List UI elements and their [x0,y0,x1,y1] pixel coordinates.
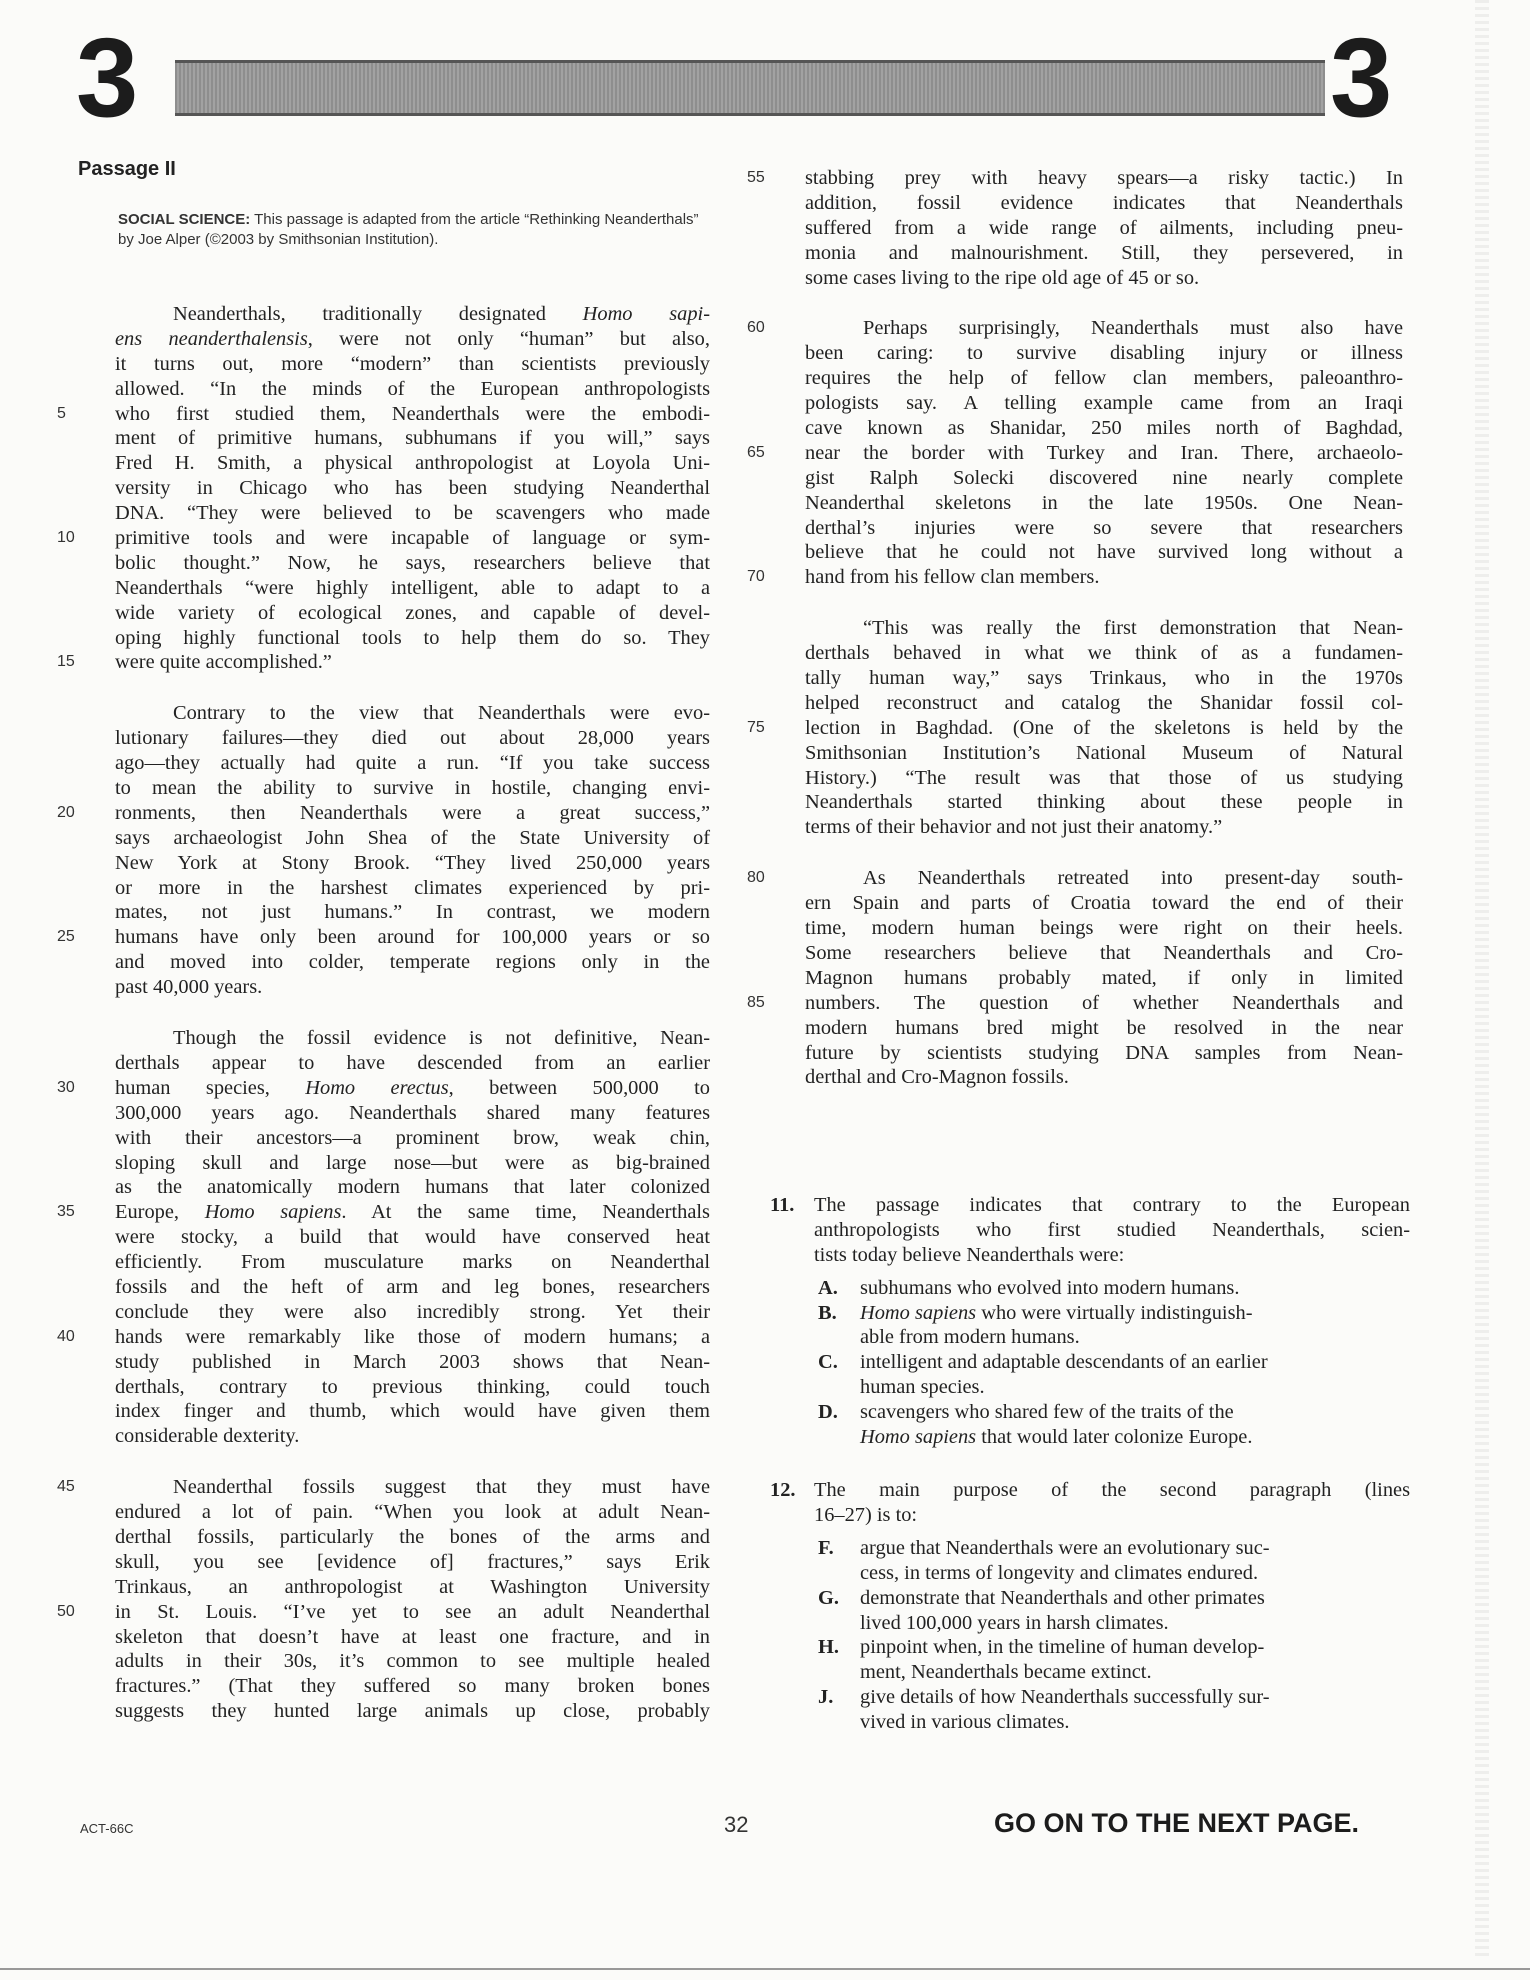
line-text: as the anatomically modern humans that later colonized [115,1176,710,1199]
line-number: 50 [57,1602,75,1620]
line-text: Though the fossil evidence is not definitive, Nean- [173,1027,710,1050]
form-code: ACT-66C [80,1821,134,1836]
passage-line [805,966,1403,991]
line-text: derthals appear to have descended from an earlier [115,1051,710,1074]
passage-paragraph [747,616,1403,840]
line-text: tally human way,” says Trinkaus, who in the 1970s [805,667,1403,690]
answer-option-text: human species. [860,1376,985,1399]
line-text: “This was really the first demonstration that Nean- [863,617,1403,640]
line-text: derthal’s injuries were so severe that researchers [805,516,1403,539]
line-text: future by scientists studying DNA samples from Nean- [805,1041,1403,1064]
passage-paragraph [57,302,710,675]
passage-line [57,1076,711,1101]
passage-line [115,900,710,925]
answer-options [770,1536,1410,1735]
line-text: time, modern human beings were right on their heels. [805,917,1403,940]
answer-options [770,1276,1410,1450]
answer-option-letter: B. [818,1301,837,1324]
passage-line [805,766,1403,791]
line-text: Neanderthals started thinking about these people in [805,791,1403,814]
passage-paragraph [57,1026,711,1449]
passage-line [57,526,710,551]
line-number: 55 [747,169,765,186]
passage-line [57,650,710,675]
line-number: 5 [57,404,66,422]
line-text: modern humans bred might be resolved in the near [805,1016,1403,1039]
passage-line [115,1424,710,1449]
passage-line [115,1625,710,1650]
line-text: derthals, contrary to previous thinking, could touch [115,1375,710,1398]
line-text: gist Ralph Solecki discovered nine nearly complete [805,466,1403,489]
line-text: skeleton that doesn’t have at least one fracture, and in [115,1625,710,1648]
line-text: terms of their behavior and not just their anatomy.” [805,816,1223,839]
line-text: ronments, then Neanderthals were a great success,” [115,801,710,824]
line-number: 40 [57,1327,75,1345]
answer-option-text: cess, in terms of longevity and climates endured. [860,1561,1259,1584]
section-number-left: 3 [76,15,139,140]
passage-line [805,266,1403,291]
line-text: Magnon humans probably mated, if only in limited [805,966,1403,989]
passage-line [57,1325,710,1350]
passage-line [805,540,1403,565]
line-number: 25 [57,928,75,946]
answer-option-text: argue that Neanderthals were an evolutionary suc- [860,1536,1270,1559]
line-text: ern Spain and parts of Croatia toward the end of their [805,892,1403,915]
answer-option-letter: H. [818,1636,839,1659]
answer-option-text: subhumans who evolved into modern humans. [860,1276,1240,1299]
line-text: addition, fossil evidence indicates that Neanderthals [805,191,1403,214]
line-text: sloping skull and large nose—but were as big-brained [115,1151,710,1174]
passage-line [115,426,710,451]
passage-line [115,950,710,975]
answer-option-text: demonstrate that Neanderthals and other primates [860,1586,1265,1609]
line-text: 300,000 years ago. Neanderthals shared many features [115,1101,710,1124]
passage-line [805,790,1403,815]
passage-line [747,565,1403,590]
passage-line [115,1101,710,1126]
passage-line [57,1475,710,1500]
line-number: 85 [747,993,765,1011]
passage-line [805,815,1403,840]
line-text: wide variety of ecological zones, and capable of devel- [115,601,710,624]
passage-line [115,1674,710,1699]
line-text: to mean the ability to survive in hostile, changing envi- [115,777,710,800]
passage-line [115,1550,710,1575]
question-stem-line: 16–27) is to: [814,1503,918,1526]
passage-line [805,241,1403,266]
passage-line [805,216,1403,241]
answer-option-letter: G. [818,1586,839,1609]
line-text: Fred H. Smith, a physical anthropologist at Loyola Uni- [115,452,710,475]
question-item [770,1193,1410,1450]
line-text: derthal and Cro-Magnon fossils. [805,1066,1069,1089]
passage-line [747,866,1403,891]
line-number: 15 [57,653,75,671]
line-text: numbers. The question of whether Neanderthals and [805,991,1403,1014]
passage-intro [118,210,713,250]
passage-line [115,601,710,626]
line-text: derthals behaved in what we think of as a fundamen- [805,642,1403,665]
answer-option[interactable] [814,1350,1410,1400]
line-text: Smithsonian Institution’s National Museum of Natural [805,741,1403,764]
line-text: Neanderthal fossils suggest that they must have [173,1476,710,1499]
answer-option[interactable] [814,1301,1410,1351]
answer-option-text: ment, Neanderthals became extinct. [860,1661,1152,1684]
line-text: were stocky, a build that would have conserved heat [115,1226,710,1249]
answer-option-letter: F. [818,1536,834,1559]
line-text: suffered from a wide range of ailments, including pneu- [805,216,1403,239]
passage-line [805,741,1403,766]
passage-line [115,1575,710,1600]
line-text: study published in March 2003 shows that Nean- [115,1350,710,1373]
line-text: adults in their 30s, it’s common to see multiple healed [115,1650,710,1673]
line-number: 80 [747,869,765,887]
answer-option-text: give details of how Neanderthals successfully sur- [860,1686,1270,1709]
passage-line [115,776,710,801]
line-text: some cases living to the ripe old age of 45 or so. [805,266,1200,289]
passage-line [115,501,710,526]
passage-line [115,1500,710,1525]
line-text: efficiently. From musculature marks on Neanderthal [115,1251,710,1274]
line-text: past 40,000 years. [115,976,263,999]
line-number: 65 [747,443,765,461]
passage-line [115,726,710,751]
passage-line [805,1016,1403,1041]
line-text: were quite accomplished.” [115,651,332,674]
header-bar [175,60,1325,116]
passage-line [57,1600,710,1625]
passage-line [115,701,710,726]
passage-line [805,341,1403,366]
passage-line [115,975,710,1000]
passage-line [115,1026,710,1051]
line-text: skull, you see [evidence of] fractures,” says Erik [115,1550,710,1573]
line-text: ment of primitive humans, subhumans if you will,” says [115,427,710,450]
passage-line [115,751,710,776]
question-stem [770,1193,1410,1268]
question-number: 12. [770,1479,796,1502]
passage-line [747,166,1403,191]
line-text: lection in Baghdad. (One of the skeletons is held by the [805,716,1403,739]
question-stem-line: The passage indicates that contrary to the European [814,1194,1410,1216]
passage-line [805,666,1403,691]
answer-option-text: vived in various climates. [860,1711,1070,1734]
line-text: human species, Homo erectus, between 500,000 to [115,1076,711,1099]
answer-option-letter: C. [818,1351,838,1374]
line-text: cave known as Shanidar, 250 miles north of Baghdad, [805,417,1403,440]
passage-line [805,366,1403,391]
passage-line [115,1525,710,1550]
question-number: 11. [770,1194,795,1216]
page-bottom-rule [0,1968,1530,1970]
line-text: considerable dexterity. [115,1425,300,1448]
passage-line [115,302,710,327]
line-number: 60 [747,319,765,337]
passage-line [115,876,710,901]
passage-line [115,352,710,377]
line-text: allowed. “In the minds of the European anthropologists [115,377,710,400]
line-text: Europe, Homo sapiens. At the same time, Neanderthals [115,1201,710,1224]
line-text: pologists say. A telling example came from an Iraqi [805,392,1403,415]
line-text: hand from his fellow clan members. [805,566,1100,589]
section-number-right: 3 [1330,15,1393,140]
line-text: Neanderthals, traditionally designated Homo sapi- [173,303,710,325]
passage-line [57,402,710,427]
line-text: believe that he could not have survived long without a [805,541,1403,564]
scan-edge-shadow [1475,0,1489,1960]
line-text: bolic thought.” Now, he says, researchers believe that [115,551,710,574]
line-number: 35 [57,1203,75,1221]
passage-paragraph [747,316,1403,590]
passage-line [115,1275,710,1300]
passage-line [805,416,1403,441]
passage-right-column [747,166,1403,1116]
passage-paragraph [747,166,1403,290]
answer-option-text: scavengers who shared few of the traits of the [860,1401,1234,1424]
answer-option[interactable] [814,1586,1410,1636]
question-list [770,1193,1410,1763]
passage-line [805,616,1403,641]
line-text: Trinkaus, an anthropologist at Washington University [115,1575,710,1598]
line-text: and moved into colder, temperate regions only in the [115,951,710,974]
line-text: near the border with Turkey and Iran. There, archaeolo- [805,441,1403,464]
line-text: in St. Louis. “I’ve yet to see an adult Neanderthal [115,1600,710,1623]
passage-left-column [57,302,711,1750]
answer-option[interactable] [814,1276,1410,1301]
passage-line [805,1041,1403,1066]
passage-line [805,516,1403,541]
next-page-notice: GO ON TO THE NEXT PAGE. [994,1808,1360,1838]
line-text: As Neanderthals retreated into present-day south- [863,867,1403,890]
line-text: derthal fossils, particularly the bones of the arms and [115,1525,710,1548]
line-text: Perhaps surprisingly, Neanderthals must also have [863,317,1403,340]
line-text: lutionary failures—they died out about 28,000 years [115,727,710,750]
passage-line [115,1126,710,1151]
answer-option[interactable] [814,1635,1410,1685]
answer-option-letter: A. [818,1276,838,1299]
line-text: been caring: to survive disabling injury or illness [805,342,1403,365]
line-text: Some researchers believe that Neanderthals and Cro- [805,941,1403,964]
passage-line [805,466,1403,491]
passage-line [115,826,710,851]
passage-line [115,1250,710,1275]
line-text: index finger and thumb, which would have given them [115,1400,710,1423]
page-number: 32 [724,1812,749,1837]
passage-line [805,191,1403,216]
passage-line [747,316,1403,341]
question-stem-line: The main purpose of the second paragraph (lines [814,1479,1410,1502]
line-text: New York at Stony Brook. “They lived 250,000 years [115,851,710,874]
passage-line [747,441,1403,466]
line-text: says archaeologist John Shea of the State University of [115,826,710,849]
passage-line [805,891,1403,916]
answer-option-text: Homo sapiens that would later colonize Europe. [860,1426,1253,1449]
line-text: primitive tools and were incapable of language or sym- [115,527,710,550]
line-text: ago—they actually had quite a run. “If you take success [115,752,710,775]
passage-paragraph [747,866,1403,1090]
line-text: fractures.” (That they suffered so many broken bones [115,1675,710,1698]
line-text: monia and malnourishment. Still, they persevered, in [805,241,1403,264]
passage-line [805,691,1403,716]
passage-line [115,1151,710,1176]
line-text: fossils and the heft of arm and leg bones, researchers [115,1275,710,1298]
line-text: hands were remarkably like those of modern humans; a [115,1325,710,1348]
line-text: helped reconstruct and catalog the Shanidar fossil col- [805,691,1403,714]
passage-line [805,641,1403,666]
line-text: suggests they hunted large animals up close, probably [115,1700,710,1723]
passage-line [57,1200,710,1225]
passage-paragraph [57,1475,710,1724]
question-stem-line: anthropologists who first studied Neanderthals, scien- [814,1218,1410,1241]
line-text: oping highly functional tools to help them do so. They [115,626,710,649]
passage-line [115,327,710,352]
line-text: it turns out, more “modern” than scientists previously [115,352,710,375]
answer-option-text: Homo sapiens who were virtually indistinguish- [860,1301,1253,1324]
answer-option-text: pinpoint when, in the timeline of human develop- [860,1636,1265,1659]
passage-line [805,491,1403,516]
question-item [770,1478,1410,1735]
answer-option-text: able from modern humans. [860,1326,1080,1349]
passage-line [57,801,710,826]
passage-line [115,1350,710,1375]
answer-option[interactable] [814,1536,1410,1586]
passage-line [115,626,710,651]
answer-option-letter: J. [818,1686,834,1709]
intro-text: This passage is adapted from the article “Rethinking Neanderthals” by Joe Alper (©2003 by Smithsonian Institution). [118,211,699,248]
passage-line [115,1699,710,1724]
line-text: ens neanderthalensis, were not only “human” but also, [115,327,710,350]
line-text: DNA. “They were believed to be scavengers who made [115,502,710,525]
line-text: or more in the harshest climates experienced by pri- [115,876,710,899]
answer-option[interactable] [814,1685,1410,1735]
passage-line [747,991,1403,1016]
passage-title: Passage II [78,158,176,180]
line-text: with their ancestors—a prominent brow, weak chin, [115,1126,710,1149]
line-text: Neanderthals “were highly intelligent, able to adapt to a [115,576,710,599]
line-text: requires the help of fellow clan members, paleoanthro- [805,367,1403,390]
passage-line [115,551,710,576]
line-text: who first studied them, Neanderthals were the embodi- [115,402,710,425]
line-number: 10 [57,529,75,547]
passage-line [57,925,710,950]
passage-line [115,1300,710,1325]
question-stem-line: tists today believe Neanderthals were: [814,1243,1125,1266]
passage-line [747,716,1403,741]
line-text: versity in Chicago who has been studying Neanderthal [115,477,710,500]
passage-line [115,1399,710,1424]
line-text: mates, not just humans.” In contrast, we modern [115,901,710,924]
line-text: conclude they were also incredibly strong. Yet their [115,1300,710,1323]
passage-line [805,391,1403,416]
passage-line [115,576,710,601]
answer-option-letter: D. [818,1401,838,1424]
passage-line [115,1649,710,1674]
line-text: endured a lot of pain. “When you look at adult Nean- [115,1501,710,1524]
answer-option[interactable] [814,1400,1410,1450]
passage-line [805,916,1403,941]
line-text: Contrary to the view that Neanderthals were evo- [173,702,710,725]
passage-line [115,476,710,501]
line-text: humans have only been around for 100,000 years or so [115,926,710,949]
question-stem [770,1478,1410,1528]
passage-line [115,1051,710,1076]
line-number: 45 [57,1478,75,1496]
answer-option-text: lived 100,000 years in harsh climates. [860,1611,1169,1634]
passage-line [115,1225,710,1250]
line-number: 75 [747,718,765,736]
line-number: 20 [57,803,75,821]
line-number: 30 [57,1078,75,1096]
passage-line [115,1375,710,1400]
passage-line [115,377,710,402]
passage-paragraph [57,701,710,1000]
line-text: stabbing prey with heavy spears—a risky tactic.) In [805,167,1403,189]
answer-option-text: intelligent and adaptable descendants of an earlier [860,1351,1268,1374]
passage-line [115,451,710,476]
line-text: Neanderthal skeletons in the late 1950s. One Nean- [805,491,1403,514]
passage-line [115,851,710,876]
line-text: History.) “The result was that those of us studying [805,766,1403,789]
passage-line [115,1175,710,1200]
passage-line [805,1065,1403,1090]
passage-line [805,941,1403,966]
intro-label: SOCIAL SCIENCE: [118,211,251,228]
line-number: 70 [747,568,765,586]
